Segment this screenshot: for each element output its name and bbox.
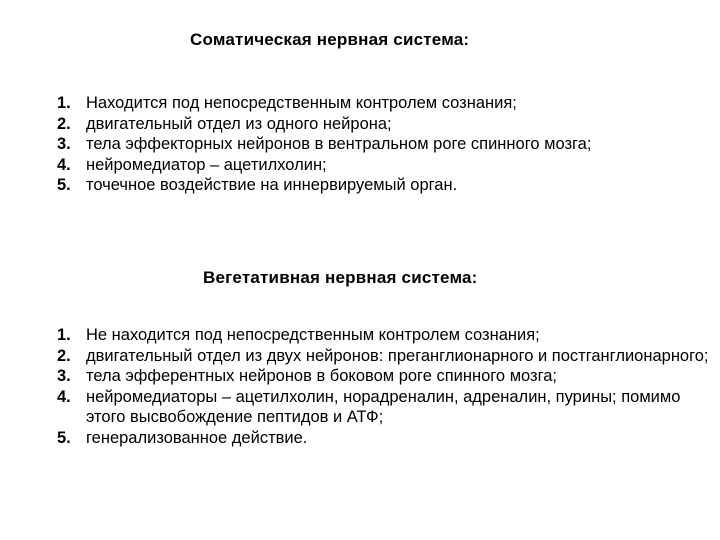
list-item <box>57 134 677 155</box>
list-number: 1. <box>57 94 71 112</box>
list-item <box>57 346 712 367</box>
list-item <box>57 114 677 135</box>
list-text: двигательный отдел из одного нейрона; <box>86 114 392 133</box>
list-number: 2. <box>57 114 71 133</box>
somatic-list <box>57 93 677 196</box>
list-number: 3. <box>57 135 71 153</box>
list-item <box>57 387 712 428</box>
list-text: нейромедиатор – ацетилхолин; <box>86 155 327 174</box>
list-number: 1. <box>57 326 71 344</box>
vegetative-section-title: Вегетативная нервная система: <box>203 268 478 287</box>
list-item <box>57 428 712 449</box>
list-item <box>57 366 712 387</box>
list-text: Находится под непосредственным контролем сознания; <box>86 94 517 112</box>
list-number: 3. <box>57 367 71 385</box>
list-text: генерализованное действие. <box>86 428 308 447</box>
list-text: точечное воздействие на иннервируемый орган. <box>86 176 458 194</box>
list-text: двигательный отдел из двух нейронов: преганглионарного и постганглионарного; <box>86 346 709 365</box>
list-number: 4. <box>57 155 71 174</box>
list-item <box>57 155 677 176</box>
list-text: тела эфферентных нейронов в боковом роге спинного мозга; <box>86 367 558 385</box>
list-number: 5. <box>57 428 71 447</box>
list-number: 4. <box>57 387 71 406</box>
vegetative-list <box>57 325 712 448</box>
list-text: тела эффекторных нейронов в вентральном роге спинного мозга; <box>86 135 592 153</box>
list-text: нейромедиаторы – ацетилхолин, норадреналин, адреналин, пурины; помимо этого высвобождение пептидов и АТФ; <box>86 387 681 426</box>
list-text: Не находится под непосредственным контролем сознания; <box>86 326 540 344</box>
somatic-section-title: Соматическая нервная система: <box>190 30 470 49</box>
list-item <box>57 325 712 346</box>
list-item <box>57 93 677 114</box>
list-item <box>57 175 677 196</box>
list-number: 2. <box>57 346 71 365</box>
list-number: 5. <box>57 176 71 194</box>
